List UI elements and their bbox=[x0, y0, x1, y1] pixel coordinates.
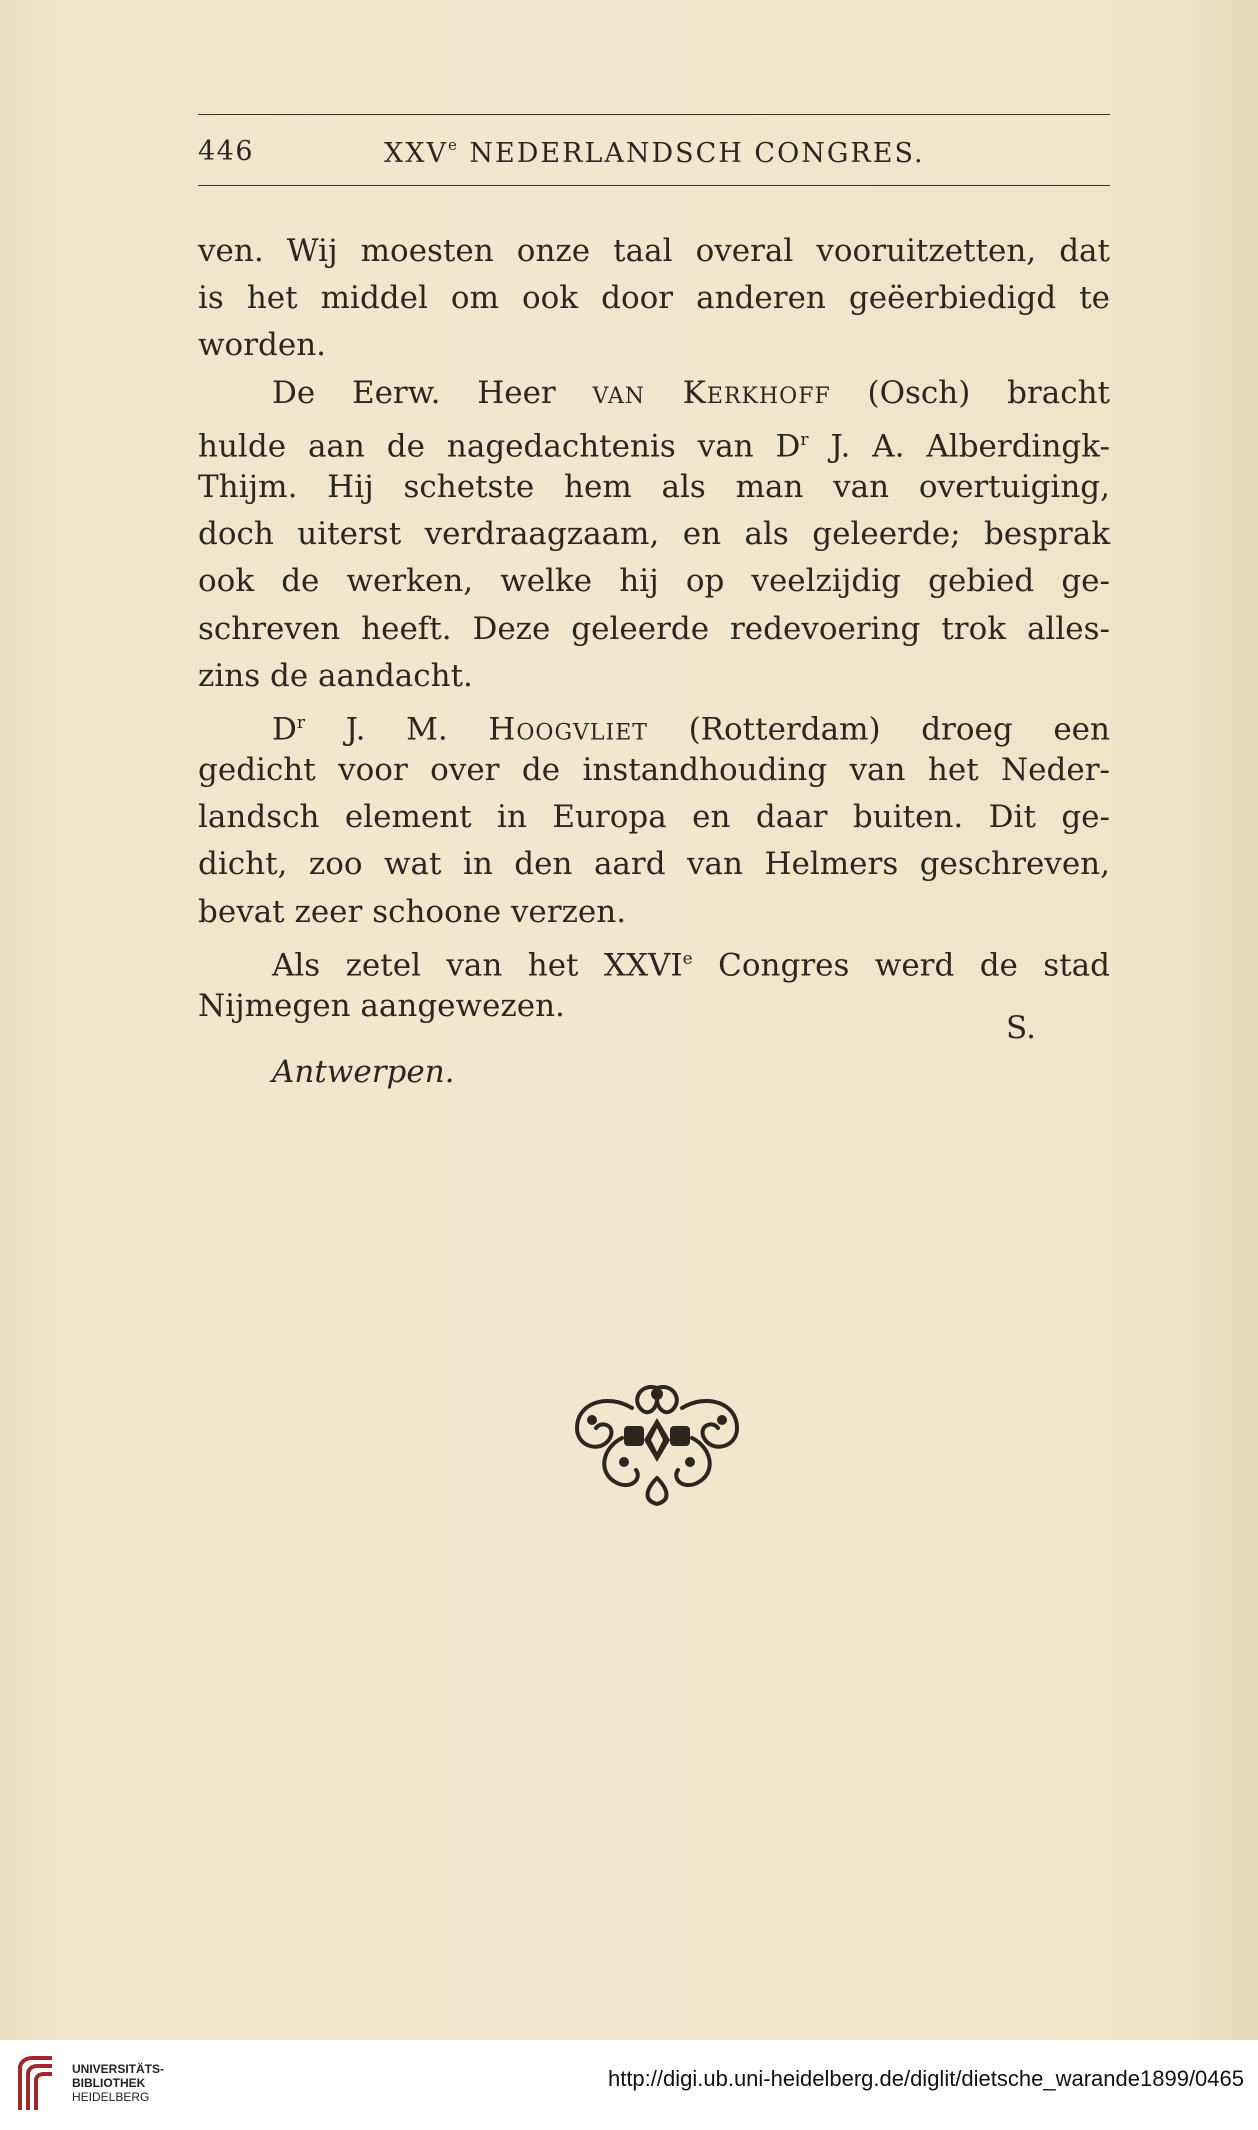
text-line: is het middel om ook door anderen geëerbiedigd te bbox=[198, 280, 1110, 317]
body-text bbox=[198, 228, 1110, 1030]
text-line: De Eerw. Heer van Kerkhoff (Osch) bracht bbox=[272, 374, 1110, 411]
text-line: Nijmegen aangewezen. bbox=[198, 988, 565, 1024]
text-line: doch uiterst verdraagzaam, en als geleerde; besprak bbox=[198, 516, 1110, 553]
source-url-link[interactable]: http://digi.ub.uni-heidelberg.de/diglit/dietsche_warande1899/0465 bbox=[607, 2066, 1244, 2091]
text-line: bevat zeer schoone verzen. bbox=[198, 893, 627, 930]
page-header bbox=[198, 132, 1110, 176]
text-line: landsch element in Europa en daar buiten. Dit ge- bbox=[198, 799, 1110, 836]
text-line: gedicht voor over de instandhouding van het Neder- bbox=[198, 752, 1110, 789]
signoff bbox=[198, 1010, 1110, 1110]
page-number: 446 bbox=[198, 136, 255, 167]
header-rule-top bbox=[198, 114, 1110, 115]
author-initial: S. bbox=[1006, 1010, 1036, 1046]
text-line: ven. Wij moesten onze taal overal vooruitzetten, dat bbox=[198, 233, 1110, 269]
text-line: dicht, zoo wat in den aard van Helmers geschreven, bbox=[198, 846, 1110, 883]
text-line: ook de werken, welke hij op veelzijdig gebied ge- bbox=[198, 563, 1110, 600]
text-line: worden. bbox=[198, 327, 327, 364]
text-line: Als zetel van het XXVIe Congres werd de stad bbox=[272, 947, 1110, 984]
text-line: $D^r$ J. M. Hoogvliet (Rotterdam) droeg een bbox=[272, 711, 1110, 748]
header-rule-bottom bbox=[198, 185, 1110, 186]
text-line: schreven heeft. Deze geleerde redevoering trok alles- bbox=[198, 610, 1110, 647]
text-line: hulde aan de nagedachtenis van $D^r$ J. A. Alberdingk- bbox=[198, 428, 1110, 465]
library-logo-icon bbox=[14, 2054, 58, 2114]
text-line: zins de aandacht. bbox=[198, 657, 473, 694]
floral-ornament-icon bbox=[562, 1378, 752, 1508]
place-name: Antwerpen. bbox=[272, 1054, 455, 1090]
running-title: XXVe NEDERLANDSCH CONGRES. bbox=[384, 136, 925, 169]
library-logo-text: UNIVERSITÄTS- BIBLIOTHEK HEIDELBERG bbox=[72, 2062, 165, 2104]
library-footer bbox=[0, 2040, 1258, 2130]
text-line: Thijm. Hij schetste hem als man van overtuiging, bbox=[198, 468, 1110, 505]
